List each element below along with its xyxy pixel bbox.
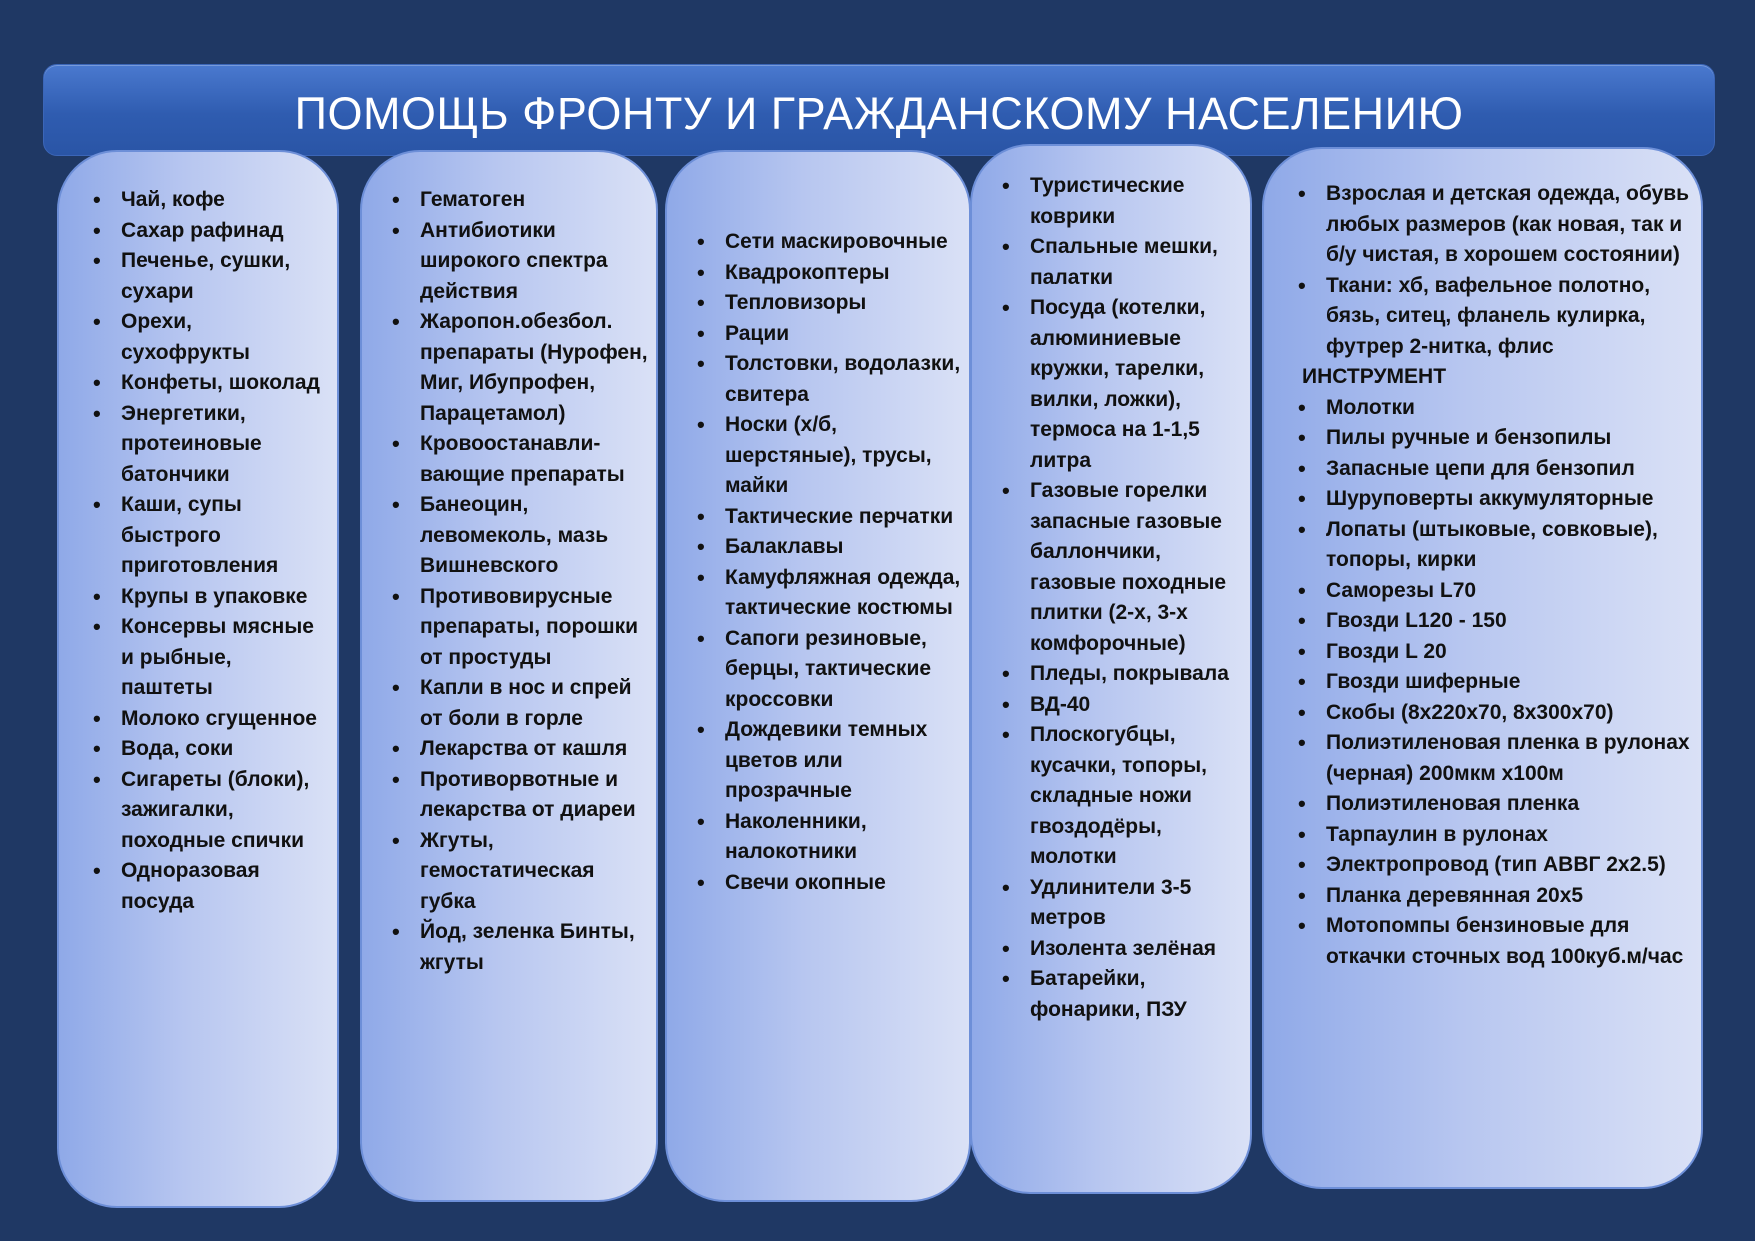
list-item: • Тактические перчатки: [695, 502, 967, 533]
list-item: • Наколенники, налокотники: [695, 807, 967, 868]
column-food: [57, 150, 339, 1208]
list-item: • Камуфляжная одежда, тактические костюмы: [695, 563, 967, 624]
list-item: • Сети маскировочные: [695, 227, 967, 258]
list-item: • Изолента зелёная: [1000, 934, 1246, 965]
list-item: • Плоскогубцы, кусачки, топоры, складные ножи гвоздодёры, молотки: [1000, 720, 1246, 873]
list-item: • Квадрокоптеры: [695, 258, 967, 289]
food-list: [91, 185, 321, 917]
list-item: • ВД-40: [1000, 690, 1246, 721]
list-item: • Полиэтиленовая пленка: [1296, 789, 1698, 820]
list-item: • Тепловизоры: [695, 288, 967, 319]
column-equipment: [665, 150, 971, 1202]
clothing-tools-list: [1296, 179, 1698, 972]
list-item: • Крупы в упаковке: [91, 582, 321, 613]
list-item: • Противорвотные и лекарства от диареи: [390, 765, 648, 826]
list-item: • Толстовки, водолазки, свитера: [695, 349, 967, 410]
list-item: • Электропровод (тип АВВГ 2х2.5): [1296, 850, 1698, 881]
list-item: • Сахар рафинад: [91, 216, 321, 247]
list-item: • Одноразовая посуда: [91, 856, 321, 917]
list-item: • Саморезы L70: [1296, 576, 1698, 607]
list-item: • Сигареты (блоки), зажигалки, походные спички: [91, 765, 321, 857]
list-item: • Скобы (8х220х70, 8х300х70): [1296, 698, 1698, 729]
list-item: • Жаропон.обезбол. препараты (Нурофен, Миг, Ибупрофен, Парацетамол): [390, 307, 648, 429]
list-item: • Молоко сгущенное: [91, 704, 321, 735]
list-item: • Каши, супы быстрого приготовления: [91, 490, 321, 582]
list-item: • Взрослая и детская одежда, обувь любых размеров (как новая, так и б/у чистая, в хорошем состоянии): [1296, 179, 1698, 271]
list-item: • Пледы, покрывала: [1000, 659, 1246, 690]
list-item: • Спальные мешки, палатки: [1000, 232, 1246, 293]
list-item: • Орехи, сухофрукты: [91, 307, 321, 368]
list-item: • Планка деревянная 20х5: [1296, 881, 1698, 912]
list-item: • Энергетики, протеиновые батончики: [91, 399, 321, 491]
list-item: • Шуруповерты аккумуляторные: [1296, 484, 1698, 515]
list-item: • Сапоги резиновые, берцы, тактические кроссовки: [695, 624, 967, 716]
list-item: • Кровоостанавли-вающие препараты: [390, 429, 648, 490]
list-item: • Газовые горелки запасные газовые баллончики, газовые походные плитки (2-х, 3-х комфорочные): [1000, 476, 1246, 659]
list-item: • Молотки: [1296, 393, 1698, 424]
list-item: • Свечи окопные: [695, 868, 967, 899]
list-item: • Туристические коврики: [1000, 171, 1246, 232]
title-banner: [43, 64, 1715, 156]
medicine-list: [390, 185, 648, 978]
list-item: • Тарпаулин в рулонах: [1296, 820, 1698, 851]
list-item: • Балаклавы: [695, 532, 967, 563]
list-item: • Батарейки, фонарики, ПЗУ: [1000, 964, 1246, 1025]
list-item: • Лопаты (штыковые, совковые), топоры, кирки: [1296, 515, 1698, 576]
list-item: • Жгуты, гемостатическая губка: [390, 826, 648, 918]
list-item: • Полиэтиленовая пленка в рулонах (черная) 200мкм х100м: [1296, 728, 1698, 789]
column-camping: [970, 144, 1252, 1194]
list-item: • Йод, зеленка Бинты, жгуты: [390, 917, 648, 978]
list-item: • Рации: [695, 319, 967, 350]
list-item: • Конфеты, шоколад: [91, 368, 321, 399]
column-clothing-tools: [1262, 147, 1703, 1189]
list-item: • Носки (х/б, шерстяные), трусы, майки: [695, 410, 967, 502]
equipment-list: [695, 227, 967, 898]
list-item: • Капли в нос и спрей от боли в горле: [390, 673, 648, 734]
list-item: • Гвозди L 20: [1296, 637, 1698, 668]
list-item: • Антибиотики широкого спектра действия: [390, 216, 648, 308]
list-item: • Гематоген: [390, 185, 648, 216]
list-item: • Мотопомпы бензиновые для откачки сточных вод 100куб.м/час: [1296, 911, 1698, 972]
camping-list: [1000, 171, 1246, 1025]
list-item: • Консервы мясные и рыбные, паштеты: [91, 612, 321, 704]
list-item: • Лекарства от кашля: [390, 734, 648, 765]
list-item: • Посуда (котелки, алюминиевые кружки, тарелки, вилки, ложки), термоса на 1-1,5 литра: [1000, 293, 1246, 476]
tools-heading: ИНСТРУМЕНТ: [1302, 365, 1447, 388]
list-item: • Ткани: хб, вафельное полотно, бязь, ситец, фланель кулирка, футрер 2-нитка, флис: [1296, 271, 1698, 363]
page-title: ПОМОЩЬ ФРОНТУ И ГРАЖДАНСКОМУ НАСЕЛЕНИЮ: [294, 88, 1464, 139]
list-item: • Гвозди шиферные: [1296, 667, 1698, 698]
list-item: • Удлинители 3-5 метров: [1000, 873, 1246, 934]
column-medicine: [360, 150, 658, 1202]
list-item: • Банеоцин, левомеколь, мазь Вишневского: [390, 490, 648, 582]
list-item: • Гвозди L120 - 150: [1296, 606, 1698, 637]
list-item: • Дождевики темных цветов или прозрачные: [695, 715, 967, 807]
list-item: • Чай, кофе: [91, 185, 321, 216]
list-item: • Запасные цепи для бензопил: [1296, 454, 1698, 485]
list-item: • Пилы ручные и бензопилы: [1296, 423, 1698, 454]
list-item: • Печенье, сушки, сухари: [91, 246, 321, 307]
list-item: • Вода, соки: [91, 734, 321, 765]
list-item: • Противовирусные препараты, порошки от простуды: [390, 582, 648, 674]
